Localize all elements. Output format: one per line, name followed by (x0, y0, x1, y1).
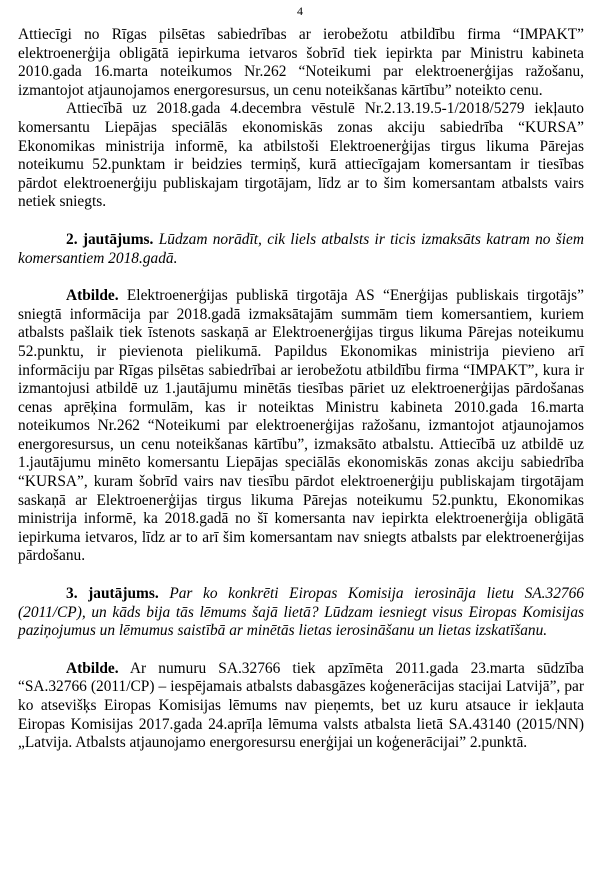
question-3-label: 3. jautājums. (66, 585, 159, 603)
answer-2-label: Atbilde. (66, 287, 119, 305)
question-3-text: Par ko konkrēti Eiropas Komisija ierosināja lietu SA.32766 (2011/CP), un kāds bija tās lēmums šajā lietā? Lūdzam iesniegt visus Eiropas Komisijas paziņojumus un lēmumus saistībā ar minētās lietas ierosināšanu un lietas izskatīšanu. (18, 585, 584, 640)
page-number: 4 (297, 4, 303, 18)
answer-2-text: Elektroenerģijas publiskā tirgotāja AS “Enerģijas publiskais tirgotājs” sniegtā informācija par 2018.gadā izmaksātajām summām tiem komersantiem, kuriem atbalsts pašlaik tiek īstenots saskaņā ar Elektroenerģijas tirgus likuma Pārejas noteikumu 52.punktu, ir pievienota pielikumā. Papildus Ekonomikas ministrija pievieno arī informāciju par Rīgas pilsētas sabiedrībai ar ierobežotu atbildību firma “IMPAKT”, kura ir izmantojusi atbildē uz 1.jautājumu minētās tiesības pāriet uz elektroenerģijas pārdošanas cenas aprēķina formulām, kas ir noteiktas Ministru kabineta 2010.gada 16.marta noteikumos Nr.262 “Noteikumi par elektroenerģijas ražošanu, izmantojot atjaunojamos energoresursus, un cenu noteikšanas kārtību”, izmaksāto atbalstu. Attiecībā uz atbildē uz 1.jautājumu minēto komersantu Liepājas speciālās ekonomiskās zonas akciju sabiedrība “KURSA”, kuram šobrīd vairs nav tiesību pārdot elektroenerģiju publiskajam tirgotājam saskaņā ar Elektroenerģijas tirgus likuma Pārejas noteikumu 52.punktu, Ekonomikas ministrija informē, ka 2018.gadā no šī komersanta nav iepirkta elektroenerģija obligātā iepirkuma ietvaros, līdz ar to arī šim komersantam nav sniegts atbalsts par elektroenerģijas pārdošanu. (18, 287, 584, 565)
answer-3-label: Atbilde. (66, 659, 119, 677)
paragraph-impakt: Attiecīgi no Rīgas pilsētas sabiedrības ar ierobežotu atbildību firma “IMPAKT” elektroenerģija obligātā iepirkuma ietvaros šobrīd tiek iepirkta par Ministru kabineta 2010.gada 16.marta noteikumos Nr.262 “Noteikumi par elektroenerģijas ražošanu, izmantojot atjaunojamos energoresursus, un cenu noteikšanas kārtību” noteikto cenu. (18, 26, 584, 99)
question-2-text: Lūdzam norādīt, cik liels atbalsts ir ticis izmaksāts katram no šiem komersantiem 2018.gadā. (18, 230, 584, 267)
question-2 (18, 231, 584, 268)
question-2-label: 2. jautājums. (66, 230, 154, 248)
paragraph-kursa: Attiecībā uz 2018.gada 4.decembra vēstulē Nr.2.13.19.5-1/2018/5279 iekļauto komersantu Liepājas speciālās ekonomiskās zonas akciju sabiedrība “KURSA” Ekonomikas ministrija informē, ka atbilstoši Elektroenerģijas tirgus likuma Pārejas noteikumu 52.punktam ir beidzies termiņš, kurā attiecīgajam komersantam ir tiesības pārdot elektroenerģiju publiskajam tirgotājam, līdz ar to šim komersantam atbalsts vairs netiek sniegts. (18, 100, 584, 211)
document-body (18, 26, 584, 753)
answer-2 (18, 287, 584, 566)
question-3 (18, 585, 584, 641)
answer-3-text: Ar numuru SA.32766 tiek apzīmēta 2011.gada 23.marta sūdzība “SA.32766 (2011/CP) – iespējamais atbalsts dabasgāzes koģenerācijas stacijai Latvijā”, par ko atsevišķs Eiropas Komisijas lēmums nav pieņemts, bet uz kuru atsauce ir iekļauta Eiropas Komisijas 2017.gada 24.aprīļa lēmuma valsts atbalsta lietā SA.43140 (2015/NN) „Latvija. Atbalsts atjaunojamo energoresursu enerģijai un koģenerācijai” 2.punktā. (18, 659, 584, 752)
answer-3 (18, 660, 584, 753)
